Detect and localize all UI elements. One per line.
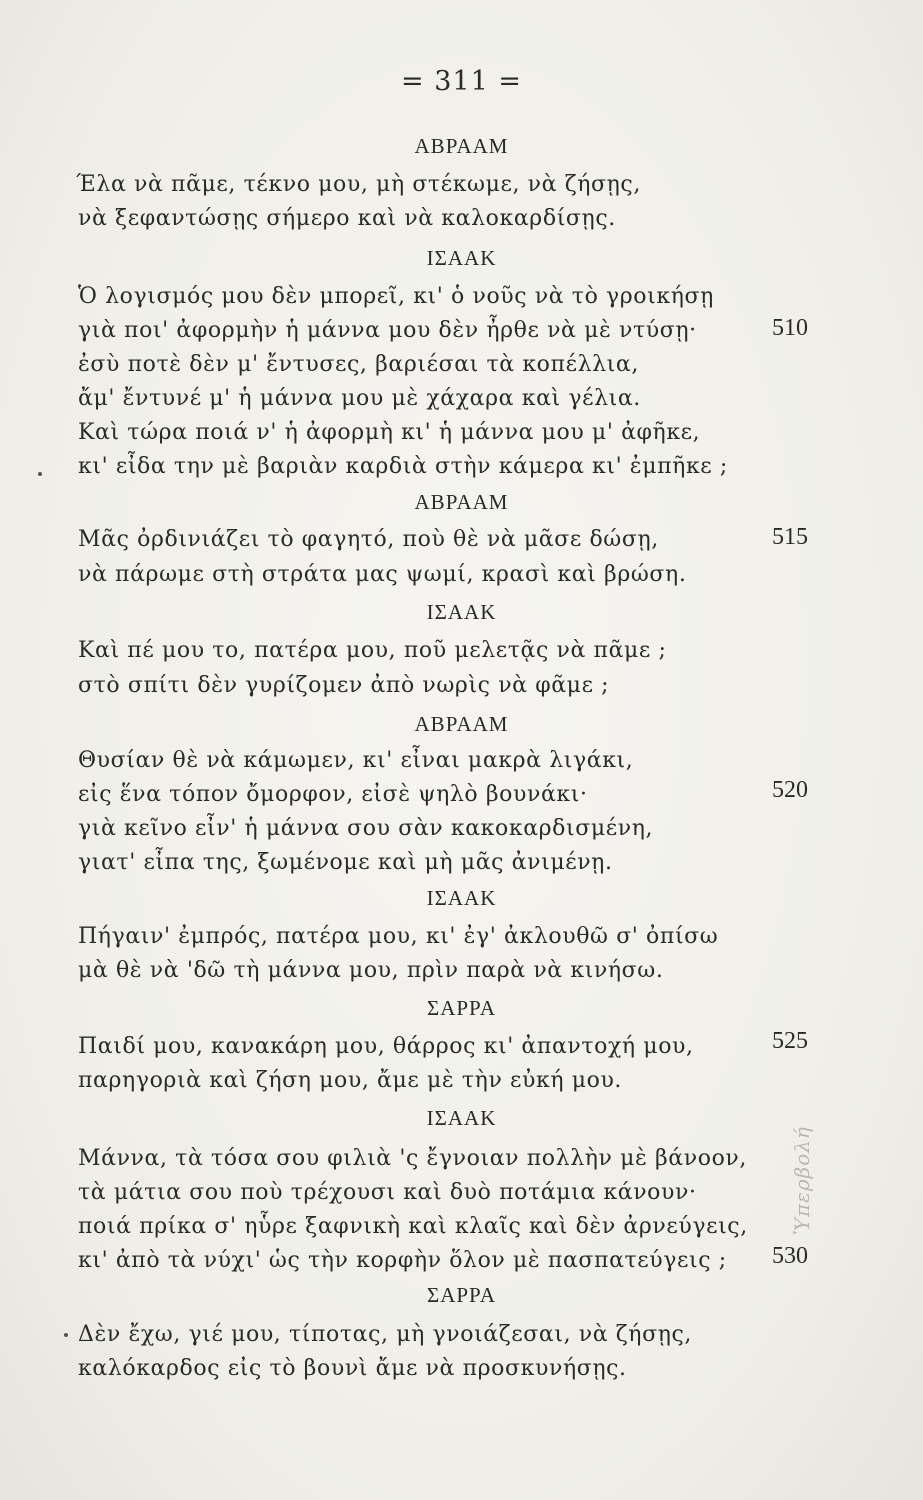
line-number: 525 [772,1028,808,1054]
speaker-heading: ΙΣΑΑΚ [426,600,497,624]
verse-line: γιατ' εἶπα της, ξωμένομε καὶ μὴ μᾶς ἀνιμένῃ. [78,850,613,875]
verse-line: μὰ θὲ νὰ 'δῶ τὴ μάννα μου, πρὶν παρὰ νὰ κινήσω. [78,958,664,983]
verse-line: στὸ σπίτι δὲν γυρίζομεν ἀπὸ νωρὶς νὰ φᾶμε ; [78,673,610,698]
speaker-heading: ΙΣΑΑΚ [426,246,497,270]
verse-line: κι' ἀπὸ τὰ νύχι' ὡς τὴν κορφὴν ὅλον μὲ πασπατεύγεις ; [78,1248,727,1273]
verse-line: ἐσὺ ποτὲ δὲν μ' ἔντυσες, βαριέσαι τὰ κοπέλλια, [78,352,639,377]
verse-line: Μᾶς ὀρδινιάζει τὸ φαγητό, ποὺ θὲ νὰ μᾶσε δώσῃ, [78,527,659,552]
verse-line: Καὶ πέ μου το, πατέρα μου, ποῦ μελετᾷς νὰ πᾶμε ; [78,638,667,663]
line-number: 520 [772,777,808,803]
margin-dot [38,472,42,476]
verse-line: Καὶ τώρα ποιά ν' ἡ ἀφορμὴ κι' ἡ μάννα μου μ' ἀφῆκε, [78,420,701,445]
verse-line: Μάννα, τὰ τόσα σου φιλιὰ 'ς ἔγνοιαν πολλὴν μὲ βάνοον, [78,1146,747,1171]
margin-dot [64,1333,68,1337]
verse-line: Θυσίαν θὲ νὰ κάμωμεν, κι' εἶναι μακρὰ λιγάκι, [78,748,634,773]
verse-line: Πήγαιν' ἐμπρός, πατέρα μου, κι' ἐγ' ἀκλουθῶ σ' ὀπίσω [78,924,719,949]
verse-line: καλόκαρδος εἰς τὸ βουνὶ ἄμε νὰ προσκυνήσῃς. [78,1356,627,1381]
pencil-margin-note: Ὑπερβολή [790,1126,814,1235]
speaker-heading: ΑΒΡΑΑΜ [414,712,509,736]
verse-line: παρηγοριὰ καὶ ζήση μου, ἄμε μὲ τὴν εὐκή μου. [78,1068,623,1093]
verse-line: εἰς ἕνα τόπον ὄμορφον, εἰσὲ ψηλὸ βουνάκι· [78,782,588,807]
line-number: 530 [772,1243,808,1269]
speaker-heading: ΣΑΡΡΑ [426,1283,496,1307]
speaker-heading: ΑΒΡΑΑΜ [414,490,509,514]
verse-line: νὰ πάρωμε στὴ στράτα μας ψωμί, κρασὶ καὶ βρώση. [78,562,687,587]
verse-line: ποιά πρίκα σ' ηὗρε ξαφνικὴ καὶ κλαῖς καὶ δὲν ἀρνεύγεις, [78,1214,748,1239]
verse-line: τὰ μάτια σου ποὺ τρέχουσι καὶ δυὸ ποτάμια κάνουν· [78,1180,697,1205]
speaker-heading: ΙΣΑΑΚ [426,1106,497,1130]
speaker-heading: ΑΒΡΑΑΜ [414,134,509,158]
verse-line: Δὲν ἔχω, γιέ μου, τίποτας, μὴ γνοιάζεσαι, νὰ ζήσῃς, [78,1322,692,1347]
verse-line: γιὰ ποι' ἀφορμὴν ἡ μάννα μου δὲν ἦρθε νὰ μὲ ντύσῃ· [78,318,697,343]
verse-line: Έλα νὰ πᾶμε, τέκνο μου, μὴ στέκωμε, νὰ ζήσῃς, [76,172,641,197]
verse-line: γιὰ κεῖνο εἶν' ἡ μάννα σου σὰν κακοκαρδισμένη, [78,816,654,841]
verse-line: ἄμ' ἔντυνέ μ' ἡ μάννα μου μὲ χάχαρα καὶ γέλια. [78,386,641,411]
page-number: = 311 = [401,66,522,97]
line-number: 515 [772,524,808,550]
verse-line: Παιδί μου, κανακάρη μου, θάρρος κι' ἀπαντοχή μου, [78,1034,694,1059]
verse-line: Ὁ λογισμός μου δὲν μπορεῖ, κι' ὁ νοῦς νὰ τὸ γροικήσῃ [78,284,714,309]
verse-line: κι' εἶδα την μὲ βαριὰν καρδιὰ στὴν κάμερα κι' ἐμπῆκε ; [78,454,728,479]
verse-line: νὰ ξεφαντώσῃς σήμερο καὶ νὰ καλοκαρδίσῃς. [78,206,616,231]
speaker-heading: ΣΑΡΡΑ [426,996,496,1020]
speaker-heading: ΙΣΑΑΚ [426,886,497,910]
line-number: 510 [772,315,808,341]
